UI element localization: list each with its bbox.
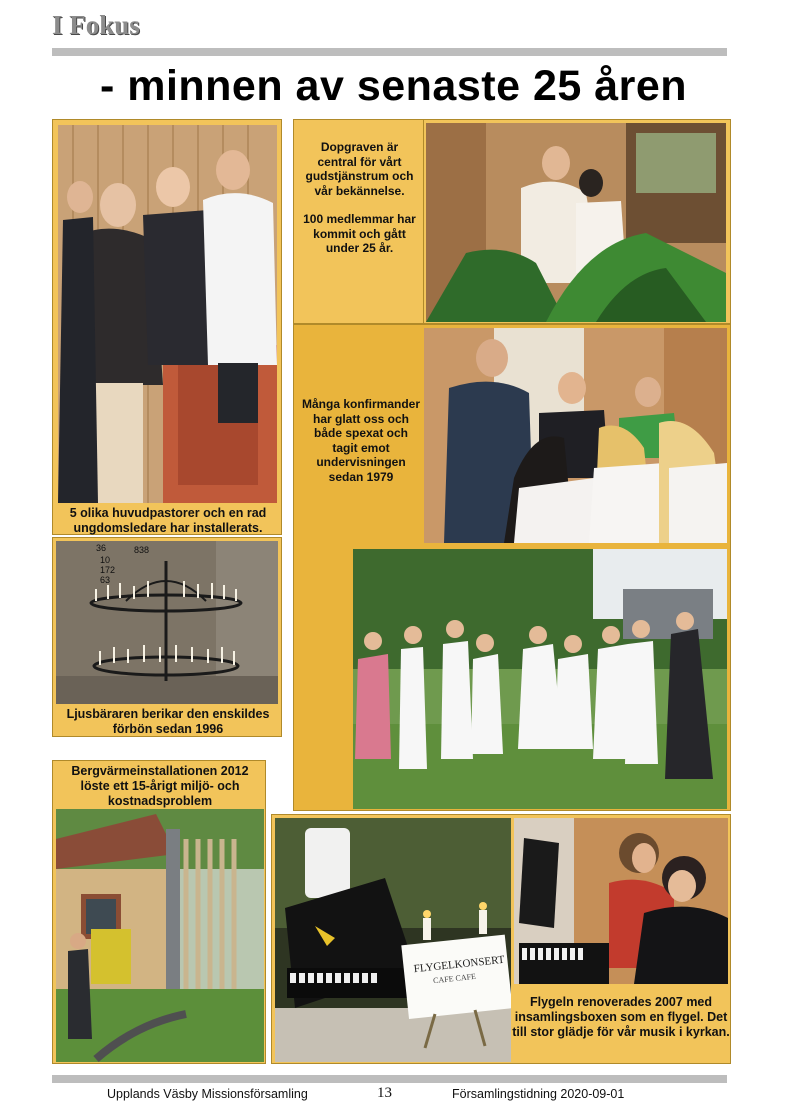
piano-box-photo	[275, 818, 511, 1062]
confirmation-panel	[293, 324, 731, 811]
geothermal-caption: Bergvärmeinstallationen 2012 löste ett 15-årigt miljö- och kostnadsproblem	[71, 764, 249, 808]
header-rule	[52, 48, 727, 56]
pianists-photo	[514, 818, 728, 984]
board-number-5: 63	[100, 575, 111, 585]
footer-publication: Församlingstidning 2020-09-01	[452, 1087, 625, 1101]
pastors-panel	[52, 119, 282, 535]
section-title: I Fokus	[52, 10, 140, 40]
board-number-2: 838	[134, 545, 150, 555]
piano-caption: Flygeln renoverades 2007 med insamlingsboxen som en flygel. Det till stor glädje för vår musik i kyrkan.	[512, 995, 730, 1039]
confirmation-photo	[424, 328, 727, 543]
footer-organization: Upplands Väsby Missionsförsamling	[107, 1087, 308, 1101]
card-subtitle: CAFE CAFE	[432, 971, 477, 986]
confirmation-text: Många konfirmander har glatt oss och både spexat och tagit emot undervisningen sedan 1979	[301, 397, 421, 484]
pastors-photo	[58, 125, 277, 503]
candles-panel	[52, 537, 282, 737]
board-number-4: 172	[100, 565, 116, 575]
baptism-text-1: Dopgraven är central för vårt gudstjänstrum och vår bekännelse.	[305, 140, 414, 198]
candles-photo	[56, 541, 278, 704]
baptism-text-panel	[293, 119, 424, 324]
board-number-1: 36	[96, 543, 107, 553]
baptism-photo-panel	[423, 119, 731, 324]
baptism-text-2: 100 medlemmar har kommit och gått under 25 år.	[303, 212, 416, 255]
footer-rule	[52, 1075, 727, 1083]
board-number-3: 10	[100, 555, 111, 565]
geothermal-panel	[52, 760, 266, 1064]
page-headline: - minnen av senaste 25 åren	[99, 62, 688, 110]
card-title: FLYGELKONSERT	[413, 953, 506, 976]
geothermal-photo	[56, 809, 264, 1062]
pastors-caption: 5 olika huvudpastorer och en rad ungdomsledare har installerats.	[69, 506, 267, 535]
piano-panel	[271, 814, 731, 1064]
baptism-photo	[426, 123, 726, 322]
page-number: 13	[377, 1085, 392, 1101]
candles-caption: Ljusbäraren berikar den enskildes förbön sedan 1996	[66, 707, 270, 736]
confirmation-group-photo	[353, 549, 727, 809]
